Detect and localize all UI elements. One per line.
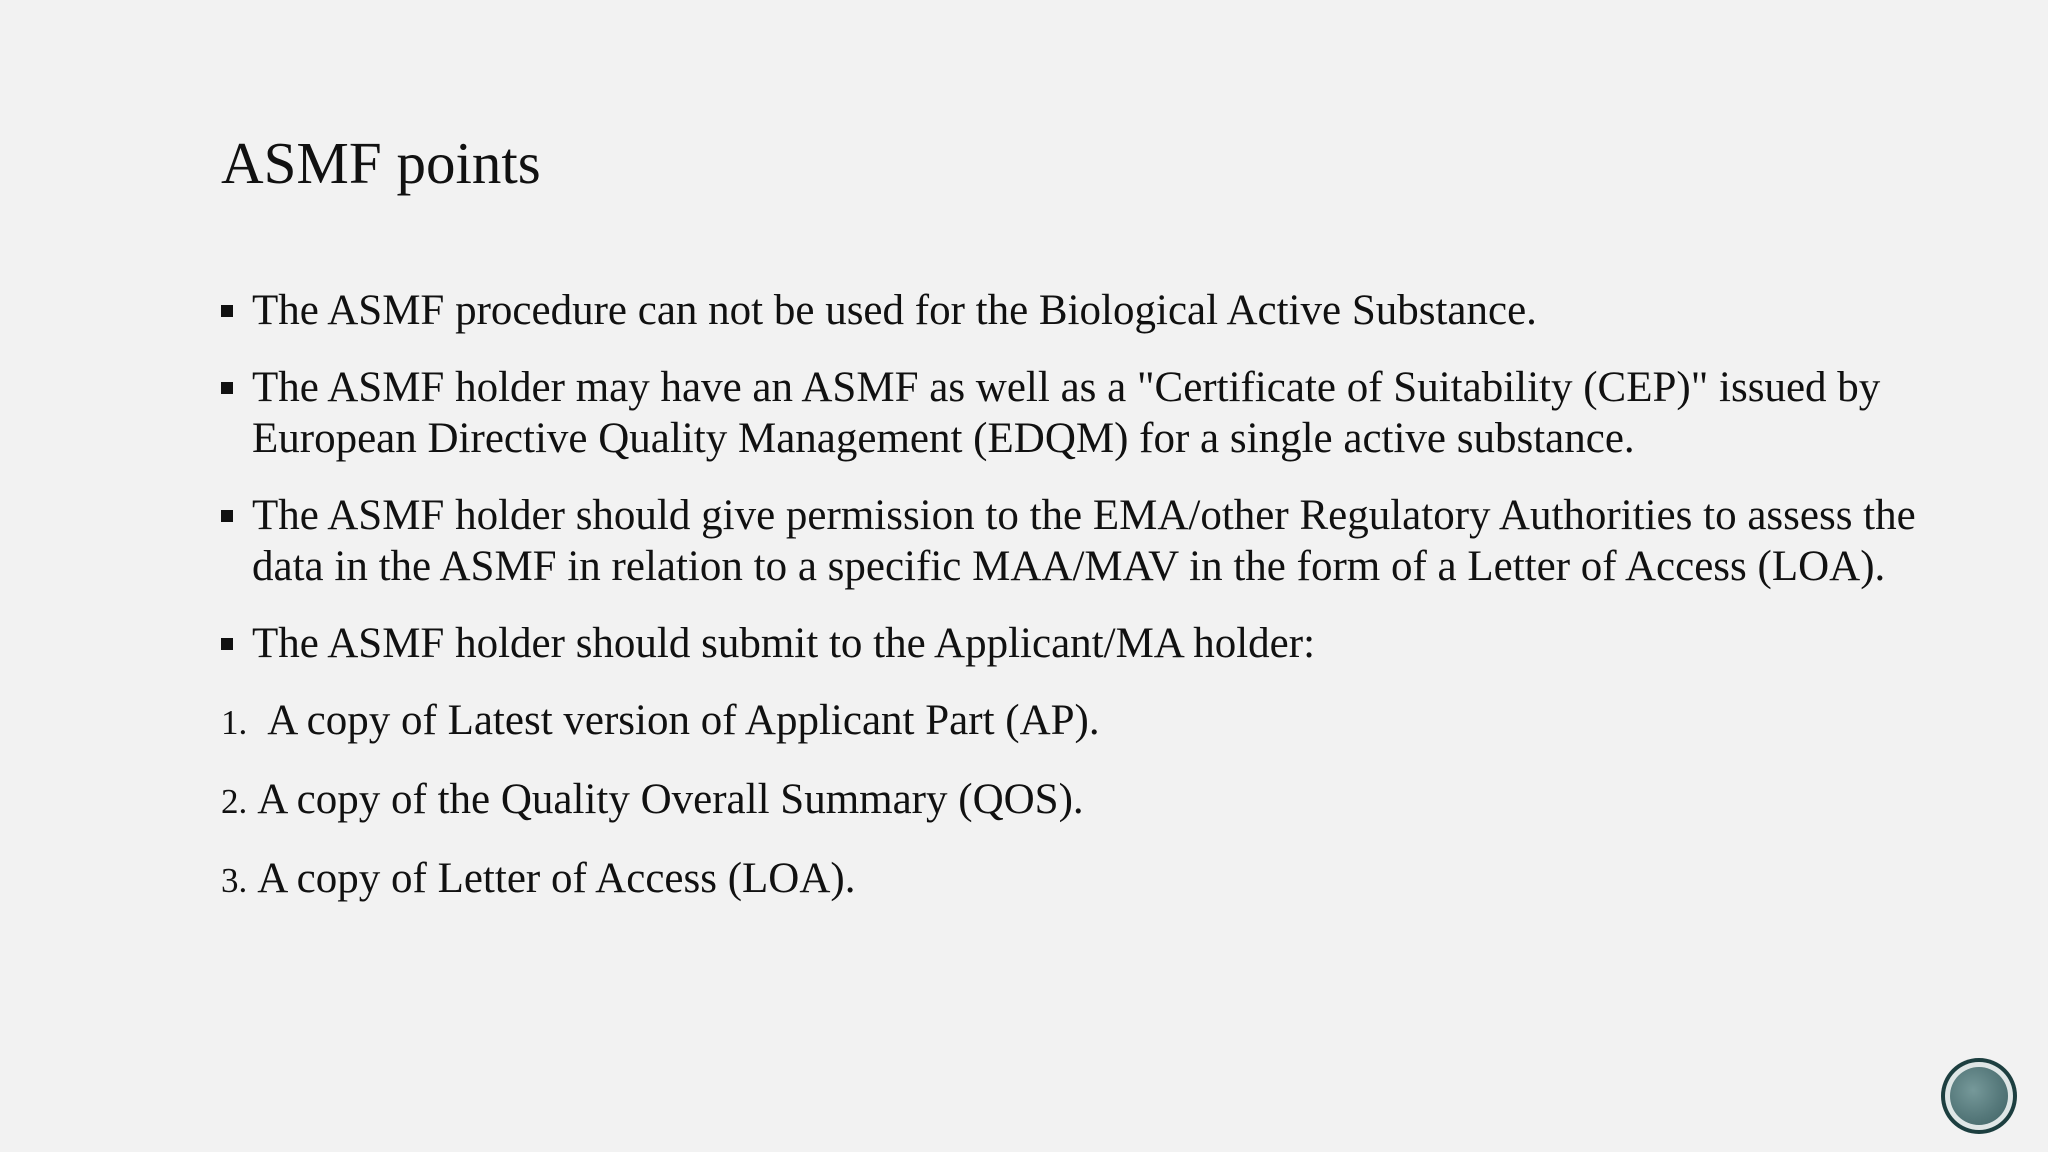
slide-content bbox=[221, 285, 1941, 932]
bullet-item bbox=[221, 285, 1941, 336]
square-bullet-icon bbox=[221, 510, 233, 522]
item-number: 3. bbox=[221, 861, 248, 900]
numbered-text: A copy of the Quality Overall Summary (QOS). bbox=[257, 776, 1084, 823]
square-bullet-icon bbox=[221, 638, 233, 650]
item-number: 2. bbox=[221, 782, 248, 821]
numbered-text: A copy of Latest version of Applicant Part (AP). bbox=[267, 697, 1100, 744]
numbered-item bbox=[221, 853, 1941, 906]
bullet-text: The ASMF holder may have an ASMF as well as a "Certificate of Suitability (CEP)" issued by European Directive Quality Management (EDQM) for a single active substance. bbox=[252, 364, 1881, 462]
square-bullet-icon bbox=[221, 305, 233, 317]
decorative-circle-icon bbox=[1941, 1058, 2017, 1134]
square-bullet-icon bbox=[221, 382, 233, 394]
bullet-item bbox=[221, 618, 1941, 669]
slide-title: ASMF points bbox=[221, 130, 541, 196]
badge-fill bbox=[1950, 1067, 2008, 1125]
bullet-item bbox=[221, 490, 1941, 592]
bullet-item bbox=[221, 362, 1941, 464]
bullet-text: The ASMF procedure can not be used for the Biological Active Substance. bbox=[252, 287, 1537, 334]
numbered-item bbox=[221, 695, 1941, 748]
item-number: 1. bbox=[221, 703, 248, 742]
numbered-text: A copy of Letter of Access (LOA). bbox=[257, 855, 856, 902]
bullet-text: The ASMF holder should submit to the Applicant/MA holder: bbox=[252, 620, 1316, 667]
numbered-item bbox=[221, 774, 1941, 827]
bullet-text: The ASMF holder should give permission to the EMA/other Regulatory Authorities to assess the data in the ASMF in relation to a specific MAA/MAV in the form of a Letter of Access (LOA). bbox=[252, 492, 1916, 590]
